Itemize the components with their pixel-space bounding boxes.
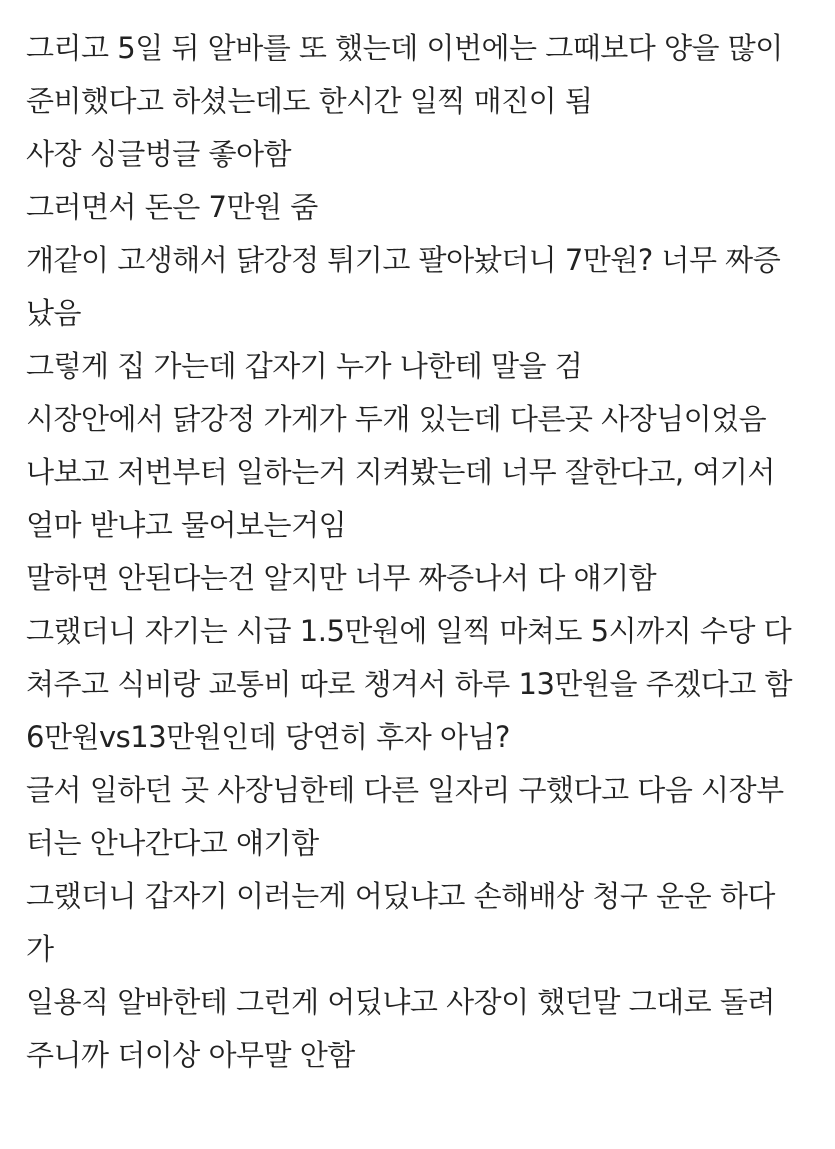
text-line: 나보고 저번부터 일하는거 지켜봤는데 너무 잘한다고, 여기서: [26, 455, 775, 489]
text-line: 주니까 더이상 아무말 안함: [26, 1038, 355, 1072]
text-line: 가: [26, 932, 54, 966]
text-line: 그렇게 집 가는데 갑자기 누가 나한테 말을 검: [26, 349, 583, 383]
text-line: 그러면서 돈은 7만원 줌: [26, 190, 318, 224]
text-line: 그랬더니 자기는 시급 1.5만원에 일찍 마쳐도 5시까지 수당 다: [26, 614, 792, 648]
text-line: 그랬더니 갑자기 이러는게 어딨냐고 손해배상 청구 운운 하다: [26, 879, 775, 913]
text-line: 시장안에서 닭강정 가게가 두개 있는데 다른곳 사장님이었음: [26, 402, 767, 436]
text-line: 6만원vs13만원인데 당연히 후자 아님?: [26, 720, 510, 754]
text-line: 일용직 알바한테 그런게 어딨냐고 사장이 했던말 그대로 돌려: [26, 985, 775, 1019]
text-line: 글서 일하던 곳 사장님한테 다른 일자리 구했다고 다음 시장부: [26, 773, 784, 807]
text-line: 말하면 안된다는건 알지만 너무 짜증나서 다 얘기함: [26, 561, 657, 595]
text-line: 터는 안나간다고 얘기함: [26, 826, 319, 860]
text-line: 개같이 고생해서 닭강정 튀기고 팔아놨더니 7만원? 너무 짜증: [26, 243, 781, 277]
document-body: [26, 22, 826, 1082]
text-line: 쳐주고 식비랑 교통비 따로 챙겨서 하루 13만원을 주겠다고 함: [26, 667, 792, 701]
text-line: 준비했다고 하셨는데도 한시간 일찍 매진이 됨: [26, 84, 593, 118]
text-line: 그리고 5일 뒤 알바를 또 했는데 이번에는 그때보다 양을 많이: [26, 31, 783, 65]
text-line: 얼마 받냐고 물어보는거임: [26, 508, 347, 542]
text-line: 났음: [26, 296, 82, 330]
text-line: 사장 싱글벙글 좋아함: [26, 137, 292, 171]
